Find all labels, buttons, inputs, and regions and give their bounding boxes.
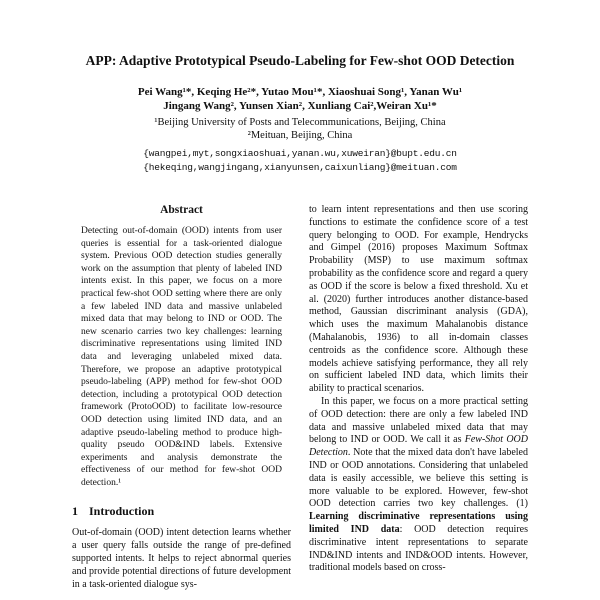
authors-line-1: Pei Wang¹*, Keqing He²*, Yutao Mou¹*, Xiaoshuai Song¹, Yanan Wu¹ bbox=[137, 86, 463, 98]
email-line-1: {wangpei,myt,songxiaoshuai,yanan.wu,xuweiran}@bupt.edu.cn bbox=[143, 148, 457, 159]
right-column bbox=[309, 204, 528, 591]
para2-challenge-1: Learning discriminative representations using limited IND data bbox=[309, 511, 528, 535]
para2-post: : OOD detection requires discriminative intent representations to separate IND&IND intents and IND&OOD intents. However, traditional models based on cross- bbox=[309, 523, 528, 574]
authors-line-2: Jingang Wang², Yunsen Xian², Xunliang Cai²,Weiran Xu¹* bbox=[163, 100, 437, 112]
para2-term-few-shot-ood: Few-Shot OOD Detection bbox=[309, 434, 528, 459]
para2-mid: . Note that the mixed data don't have labeled IND or OOD annotations. Considering that unlabeled data is easily accessible, we believe this setting is more valuable to be explored. However, few-shot OOD detection carries two key challenges. (1) bbox=[309, 447, 528, 510]
email-line-2: {hekeqing,wangjingang,xianyunsen,caixunliang}@meituan.com bbox=[143, 161, 457, 173]
section-title: Introduction bbox=[89, 504, 155, 519]
two-column-body bbox=[72, 204, 528, 591]
para2-pre: In this paper, we focus on a more practical setting of OOD detection: there are only a few labeled IND data and massive unlabeled mixed data that may belong to IND or OOD. We call it as bbox=[309, 395, 528, 446]
abstract-heading: Abstract bbox=[160, 204, 203, 216]
authors-block bbox=[72, 85, 528, 113]
paper-title: APP: Adaptive Prototypical Pseudo-Labeling for Few-shot OOD Detection bbox=[85, 53, 515, 68]
introduction-heading bbox=[72, 504, 291, 519]
left-column bbox=[72, 204, 291, 591]
affiliation-line-2: ²Meituan, Beijing, China bbox=[247, 130, 353, 141]
emails-block bbox=[72, 147, 528, 174]
introduction-paragraph: Out-of-domain (OOD) intent detection learns whether a user query falls outside the range of pre-defined supported intents. It helps to reject abnormal queries and provide potential directions of future development in a task-oriented dialogue sys- bbox=[72, 527, 291, 590]
section-number: 1 bbox=[72, 504, 78, 519]
column2-paragraph-1: to learn intent representations and then use scoring functions to estimate the confidence score of a test query belonging to OOD. For example, Hendrycks and Gimpel (2016) proposes Maximum Softmax Probability (MSP) to use maximum softmax probability as the confidence score and regard a query as OOD if the score is below a fixed threshold. Xu et al. (2020) further introduces another distance-based method, Gaussian discriminant analysis (GDA), which uses the maximum Mahalanobis distance (Mahalanobis, 1936) to all in-domain classes centroids as the confidence score. Although these models achieve satisfying performance, they all rely on sufficient labeled IND data, which limits their ability to practical scenarios. bbox=[309, 204, 528, 395]
affiliation-line-1: ¹Beijing University of Posts and Telecommunications, Beijing, China bbox=[154, 117, 446, 128]
column2-paragraph-2 bbox=[309, 396, 528, 575]
abstract-body: Detecting out-of-domain (OOD) intents from user queries is essential for a task-oriented dialogue system. Previous OOD detection studies generally work on the assumption that plenty of labeled IND intents exist. In this paper, we focus on a more practical few-shot OOD setting where there are only a few labeled IND data and massive unlabeled mixed data that may belong to IND or OOD. The new scenario carries two key challenges: learning discriminative representations using limited IND data and leveraging unlabeled mixed data. Therefore, we propose an adaptive prototypical pseudo-labeling (APP) method for few-shot OOD detection, including a prototypical OOD detection framework (ProtoOOD) to facilitate low-resource OOD detection using limited IND data, and an adaptive pseudo-labeling method to produce high-quality pseudo OOD&IND labels. Extensive experiments and analysis demonstrate the effectiveness of our method for few-shot OOD detection.¹ bbox=[81, 226, 282, 488]
affiliations-block bbox=[72, 116, 528, 142]
